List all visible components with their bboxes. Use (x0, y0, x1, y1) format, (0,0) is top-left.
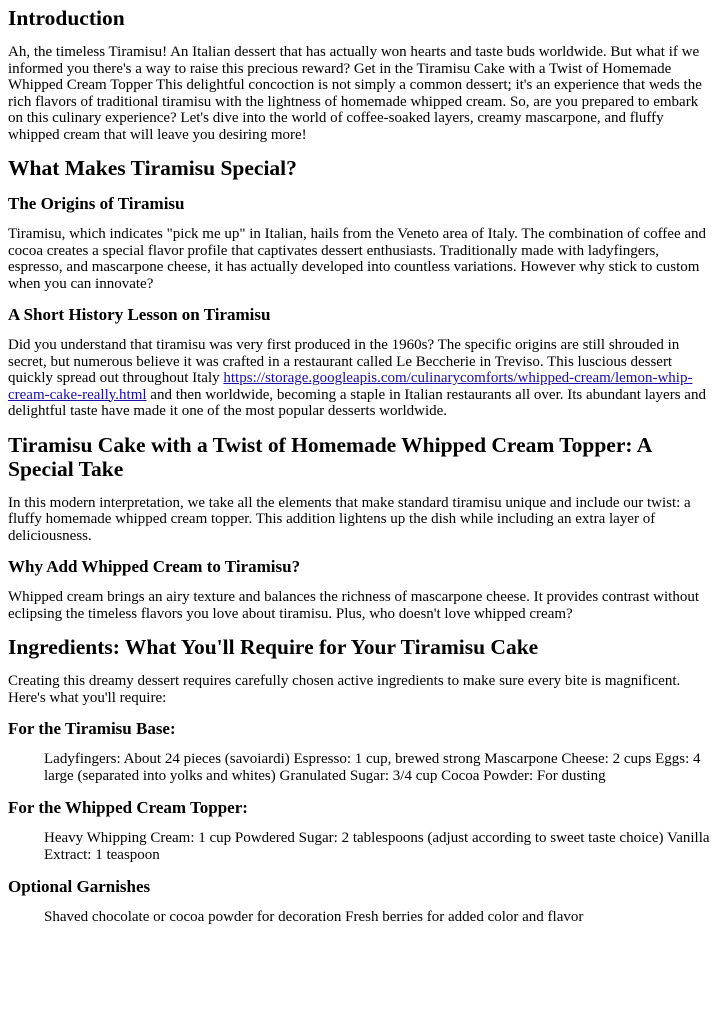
history-paragraph (8, 337, 712, 420)
history-heading: A Short History Lesson on Tiramisu (8, 305, 271, 324)
history-text-before: Did you understand that tiramisu was very first produced in the 1960s? The specific origins are still shrouded in secret, but numerous believe it was crafted in a restaurant called Le Beccherie in Treviso. This luscious dessert quickly spread out throughout Italy (8, 337, 680, 386)
topper-list: Heavy Whipping Cream: 1 cup Powdered Sugar: 2 tablespoons (adjust according to sweet taste choice) Vanilla Extract: 1 teaspoon (44, 830, 710, 863)
base-heading: For the Tiramisu Base: (8, 719, 176, 738)
topper-heading: For the Whipped Cream Topper: (8, 798, 248, 817)
ingredients-heading: Ingredients: What You'll Require for Your Tiramisu Cake (8, 635, 539, 659)
origins-paragraph: Tiramisu, which indicates "pick me up" in Italian, hails from the Veneto area of Italy. The combination of coffee and cocoa creates a special flavor profile that captivates dessert enthusiasts. Traditionally made with ladyfingers, espresso, and mascarpone cheese, it has actually developed into countless variations. However why stick to custom when you can innovate? (8, 226, 707, 292)
garnish-list: Shaved chocolate or cocoa powder for decoration Fresh berries for added color and flavor (44, 909, 584, 925)
history-link[interactable]: https://storage.googleapis.com/culinarycomforts/whipped-cream/lemon-whip-cream-cake-really.html (8, 370, 693, 403)
why-heading: Why Add Whipped Cream to Tiramisu? (8, 557, 301, 576)
why-paragraph: Whipped cream brings an airy texture and balances the richness of mascarpone cheese. It provides contrast without eclipsing the timeless flavors you love about tiramisu. Plus, who doesn't love whipped cream? (8, 589, 699, 622)
base-list: Ladyfingers: About 24 pieces (savoiardi) Espresso: 1 cup, brewed strong Mascarpone Cheese: 2 cups Eggs: 4 large (separated into yolks and whites) Granulated Sugar: 3/4 cup Cocoa Powder: For dusting (44, 751, 701, 784)
intro-paragraph: Ah, the timeless Tiramisu! An Italian dessert that has actually won hearts and taste buds worldwide. But what if we informed you there's a way to raise this precious reward? Get in the Tiramisu Cake with a Twist of Homemade Whipped Cream Topper This delightful concoction is not simply a common dessert; it's an experience that weds the rich flavors of traditional tiramisu with the lightness of homemade whipped cream. So, are you prepared to embark on this culinary experience? Let's dive into the world of coffee-soaked layers, creamy mascarpone, and fluffy whipped cream that will leave you desiring more! (8, 44, 702, 143)
special-heading: What Makes Tiramisu Special? (8, 156, 297, 180)
ingredients-paragraph: Creating this dreamy dessert requires carefully chosen active ingredients to make sure every bite is magnificent. Here's what you'll require: (8, 673, 681, 706)
intro-heading: Introduction (8, 6, 125, 30)
twist-heading: Tiramisu Cake with a Twist of Homemade Whipped Cream Topper: A Special Take (8, 432, 652, 481)
twist-paragraph: In this modern interpretation, we take all the elements that make standard tiramisu unique and include our twist: a fluffy homemade whipped cream topper. This addition lightens up the dish while including an extra layer of deliciousness. (8, 494, 691, 544)
origins-heading: The Origins of Tiramisu (8, 194, 185, 213)
garnish-heading: Optional Garnishes (8, 877, 151, 896)
history-text-after: and then worldwide, becoming a staple in Italian restaurants all over. Its abundant layers and delightful taste have made it one of the most popular desserts worldwide. (8, 386, 706, 419)
